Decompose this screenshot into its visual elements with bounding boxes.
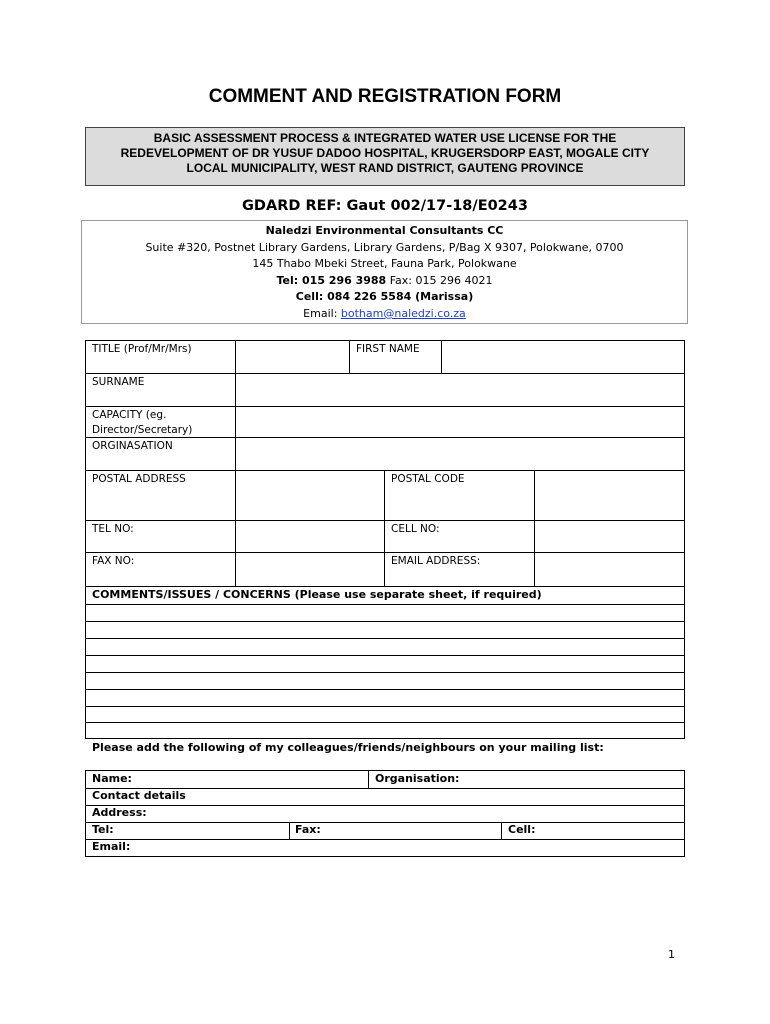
mailing-name-input[interactable] <box>140 771 368 788</box>
mailing-tel-input[interactable] <box>120 823 289 839</box>
consultant-fax: Fax: 015 296 4021 <box>389 273 493 287</box>
capacity-label-line: Director/Secretary) <box>92 424 193 436</box>
project-description-line: LOCAL MUNICIPALITY, WEST RAND DISTRICT, GAUTENG PROVINCE <box>186 161 584 175</box>
consultant-contact-box <box>81 220 688 324</box>
page-number: 1 <box>668 948 675 961</box>
mailing-contact-details-label: Contact details <box>92 789 186 802</box>
mailing-organisation-label: Organisation: <box>375 772 460 785</box>
mailing-name-label: Name: <box>92 772 132 785</box>
mailing-fax-label: Fax: <box>295 823 321 836</box>
consultant-address-line: Suite #320, Postnet Library Gardens, Library Gardens, P/Bag X 9307, Polokwane, 0700 <box>145 240 624 254</box>
comments-textarea[interactable] <box>86 605 684 738</box>
postal-address-input[interactable] <box>236 471 384 520</box>
consultant-email-line <box>82 306 687 323</box>
email-address-input[interactable] <box>535 553 684 586</box>
project-description-line: REDEVELOPMENT OF DR YUSUF DADOO HOSPITAL, KRUGERSDORP EAST, MOGALE CITY <box>120 146 650 160</box>
mailing-email-input[interactable] <box>135 840 684 856</box>
tel-no-label: TEL NO: <box>92 523 134 535</box>
tel-no-input[interactable] <box>236 521 384 552</box>
page-title: COMMENT AND REGISTRATION FORM <box>208 86 562 107</box>
consultant-email-label: Email: <box>303 306 338 320</box>
title-field-label: TITLE (Prof/Mr/Mrs) <box>92 343 192 355</box>
cell-no-input[interactable] <box>535 521 684 552</box>
mailing-address-label: Address: <box>92 806 147 819</box>
consultant-tel: Tel: 015 296 3988 <box>276 273 387 287</box>
mailing-list-intro: Please add the following of my colleagues/friends/neighbours on your mailing list: <box>92 741 604 754</box>
first-name-input[interactable] <box>442 341 684 373</box>
mailing-tel-label: Tel: <box>92 823 114 836</box>
surname-label: SURNAME <box>92 376 145 388</box>
gdard-reference: GDARD REF: Gaut 002/17-18/E0243 <box>242 198 528 214</box>
consultant-cell: Cell: 084 226 5584 (Marissa) <box>295 290 474 304</box>
comments-label: COMMENTS/ISSUES / CONCERNS (Please use separate sheet, if required) <box>92 588 542 601</box>
mailing-email-label: Email: <box>92 840 131 853</box>
postal-code-label: POSTAL CODE <box>391 473 465 485</box>
capacity-input[interactable] <box>236 407 684 437</box>
first-name-label: FIRST NAME <box>356 343 420 355</box>
postal-address-label: POSTAL ADDRESS <box>92 473 186 485</box>
postal-code-input[interactable] <box>535 471 684 520</box>
mailing-address-input[interactable] <box>150 806 684 822</box>
capacity-label-line: CAPACITY (eg. <box>92 409 167 421</box>
mailing-organisation-input[interactable] <box>460 771 684 788</box>
organisation-label: ORGINASATION <box>92 440 173 452</box>
mailing-fax-input[interactable] <box>325 823 501 839</box>
project-description-box <box>85 127 685 186</box>
consultant-email-link[interactable]: botham@naledzi.co.za <box>340 306 466 320</box>
title-input[interactable] <box>236 341 349 373</box>
consultant-phone-line <box>82 273 687 290</box>
consultant-company: Naledzi Environmental Consultants CC <box>265 224 504 237</box>
fax-no-label: FAX NO: <box>92 555 135 567</box>
mailing-cell-input[interactable] <box>540 823 684 839</box>
surname-input[interactable] <box>236 374 684 406</box>
organisation-input[interactable] <box>236 438 684 470</box>
mailing-cell-label: Cell: <box>508 823 536 836</box>
cell-no-label: CELL NO: <box>391 523 440 535</box>
project-description-line: BASIC ASSESSMENT PROCESS & INTEGRATED WATER USE LICENSE FOR THE <box>153 131 617 145</box>
consultant-address-line: 145 Thabo Mbeki Street, Fauna Park, Polokwane <box>252 257 517 271</box>
fax-no-input[interactable] <box>236 553 384 586</box>
email-address-label: EMAIL ADDRESS: <box>391 555 481 567</box>
